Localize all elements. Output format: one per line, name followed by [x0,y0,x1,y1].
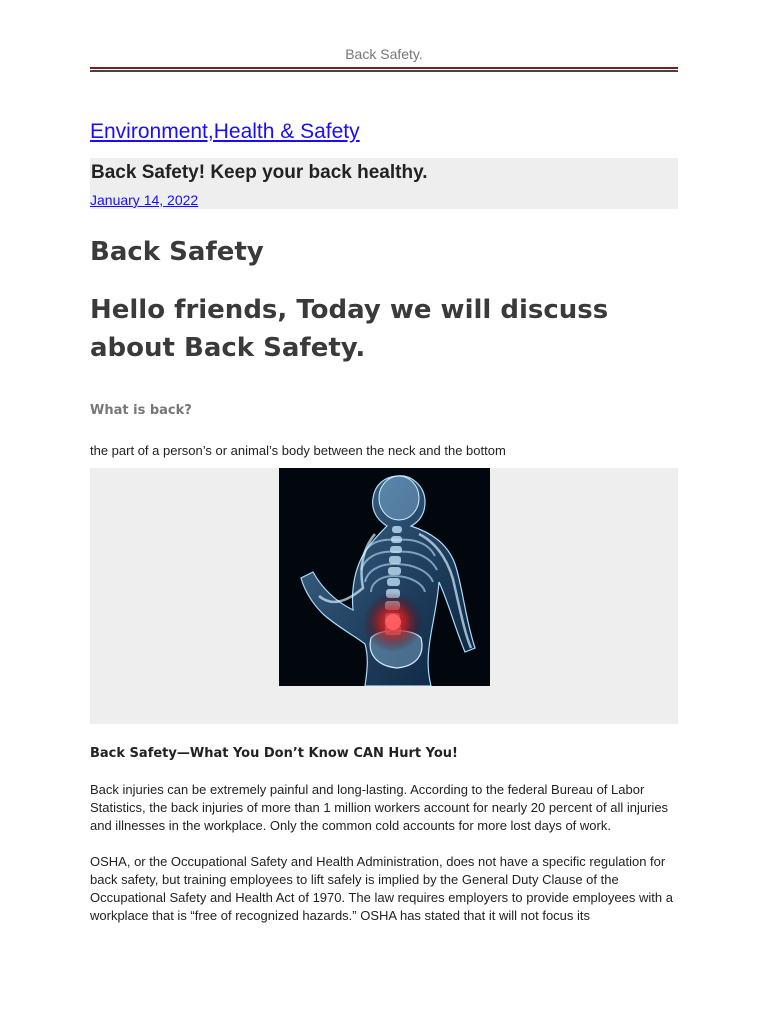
paragraph-osha: OSHA, or the Occupational Safety and Health Administration, does not have a specific regulation for back safety, but training employees to lift safely is implied by the General Duty Clause of the Occupational Safety and Health Act of 1970. The law requires employers to provide employees with a workplace that is “free of recognized hazards.” OSHA has stated that it will not focus its [90,854,673,923]
subheading-what-is-back: What is back? [90,403,192,418]
blog-title-link[interactable]: Environment,Health & Safety [90,120,360,143]
header-rule-top [90,67,678,69]
spine-xray-image [279,468,490,686]
section-heading: Back Safety—What You Don’t Know CAN Hurt You! [90,746,458,761]
paragraph-injuries: Back injuries can be extremely painful and long-lasting. According to the federal Bureau of Labor Statistics, the back injuries of more than 1 million workers account for nearly 20 percent of all injuries and illnesses in the workplace. Only the common cold accounts for more lost days of work. [90,782,669,833]
page-header: Back Safety. [345,46,423,62]
image-container [90,468,678,724]
heading-back-safety: Back Safety [90,237,264,267]
heading-intro: Hello friends, Today we will discuss about Back Safety. [90,295,609,363]
definition-text: the part of a person’s or animal’s body between the neck and the bottom [90,443,506,458]
header-rule-bottom [90,70,678,72]
post-date-link[interactable]: January 14, 2022 [90,192,199,208]
post-header-box [90,158,678,209]
post-title: Back Safety! Keep your back healthy. [91,162,428,183]
